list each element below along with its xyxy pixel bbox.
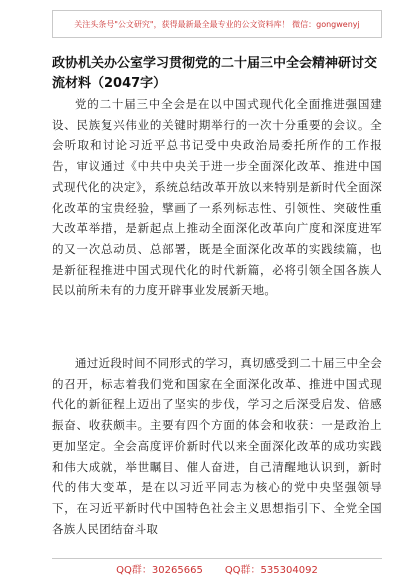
document-title: 政协机关办公室学习贯彻党的二十届三中全会精神研讨交流材料（2047字） [52,56,378,91]
footer-bar [52,558,382,576]
paragraph: 党的二十届三中全会是在以中国式现代化全面推进强国建设、民族复兴伟业的关键时期举行的一次十分重要的会议。全会听取和讨论习近平总书记受中央政治局委托所作的工作报告，审议通过《中共中央关于进一步全面深化改革、推进中国式现代化的决定》，系统总结改革开放以来特别是新时代全面深化改革的宝贵经验，擘画了一系列标志性、引领性、突破性重大改革举措，是新起点上推动全面深化改革向广度和深度进军的又一次总动员、总部署，既是全面深化改革的实践续篇，也是新征程推进中国式现代化的时代新篇，必将引领全国各族人民以前所未有的力度开辟事业发展新天地。 [52,97,382,298]
banner-text: 关注头条号"公文研究"，获得最新最全最专业的公文资料库！ 微信：gongwenyj [74,19,360,29]
footer-qq-group-1: QQ群：30265665 [116,565,203,576]
footer-qq-group-2: QQ群：535304092 [224,565,318,576]
header-banner [52,10,382,38]
paragraph: 通过近段时间不同形式的学习，真切感受到二十届三中全会的召开，标志着我们党和国家在全面深化改革、推进中国式现代化的新征程上迈出了坚实的步伐，学习之后深受启发、倍感振奋、收获颇丰。主要有四个方面的体会和收获：一是政治上更加坚定。全会高度评价新时代以来全面深化改革的成功实践和伟大成就，举世瞩目、催人奋进，自己清醒地认识到，新时代的伟大变革，是在以习近平同志为核心的党中央坚强领导下，在习近平新时代中国特色社会主义思想指引下、全党全国各族人民团结奋斗取 [52,356,382,536]
